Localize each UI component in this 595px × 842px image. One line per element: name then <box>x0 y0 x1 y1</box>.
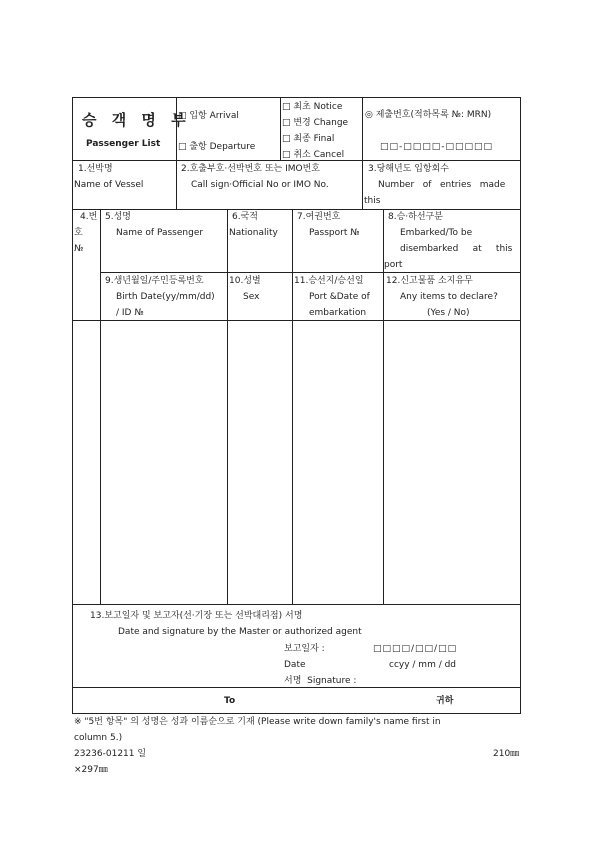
col-passport-ko: 7.여권번호 <box>297 212 341 222</box>
checkbox-change[interactable]: □ 변경 Change <box>282 118 349 128</box>
col-birth-en2: / ID № <box>116 308 144 318</box>
divider-v-status <box>362 97 363 209</box>
divider-body <box>72 604 521 605</box>
col-declare-ko: 12.신고물품 소지유무 <box>386 276 473 286</box>
col-sex-ko: 10.성별 <box>229 276 261 286</box>
form-title: 승 객 명 부 <box>82 111 191 129</box>
col-port-en2: embarkation <box>309 308 367 318</box>
to-label: To <box>224 696 236 706</box>
entries-label-en2: this <box>364 196 381 206</box>
col-declare-en2: (Yes / No) <box>427 308 470 318</box>
mrn-label: ◎ 제출번호(적하목록 №: MRN) <box>365 110 492 120</box>
checkbox-departure[interactable]: □ 출항 Departure <box>178 142 256 152</box>
note-line-1: ※ "5번 항목" 의 성명은 성과 이름순으로 기재 (Please write down family's name first in <box>74 717 441 727</box>
divider-row1 <box>72 209 521 210</box>
col-passport-en: Passport № <box>309 228 360 238</box>
vessel-label-ko: 1.선박명 <box>78 164 113 174</box>
col-declare-en1: Any items to declare? <box>400 292 498 302</box>
report-date-en: Date <box>284 660 306 670</box>
checkbox-cancel[interactable]: □ 취소 Cancel <box>282 150 345 160</box>
col-nationality-en: Nationality <box>229 228 278 238</box>
paper-size-height: ×297㎜ <box>74 765 108 775</box>
col-name-en: Name of Passenger <box>116 228 204 238</box>
checkbox-arrival[interactable]: □ 입항 Arrival <box>178 111 239 121</box>
gwiha-label: 귀하 <box>436 696 454 706</box>
col-birth-ko: 9.생년월일/주민등록번호 <box>105 276 204 286</box>
paper-size-width: 210㎜ <box>493 749 520 759</box>
callsign-label-ko: 2.호출부호·선박번호 또는 IMO번호 <box>181 164 321 174</box>
report-label-ko: 13.보고일자 및 보고자(선·기장 또는 선박대리점) 서명 <box>90 611 303 621</box>
col-embark-en1: Embarked/To be <box>400 228 473 238</box>
col-name-ko: 5.성명 <box>105 212 131 222</box>
col-embark-ko: 8.승·하선구분 <box>388 212 443 222</box>
col-port-ko: 11.승선지/승선일 <box>294 276 364 286</box>
checkbox-notice[interactable]: □ 최초 Notice <box>282 102 343 112</box>
form-title-en: Passenger List <box>86 139 161 149</box>
col-no-3: № <box>74 244 84 254</box>
report-date-ko: 보고일자 : <box>284 644 325 654</box>
col-no-2: 호 <box>74 228 83 238</box>
divider-colheads <box>100 272 521 273</box>
entries-label-en: Number of entries made <box>378 180 506 190</box>
report-date-format: ccyy / mm / dd <box>389 660 457 670</box>
checkbox-final[interactable]: □ 최종 Final <box>282 134 335 144</box>
divider-report <box>72 687 521 688</box>
report-label-en: Date and signature by the Master or authorized agent <box>118 627 362 637</box>
divider-v-arrival <box>280 97 281 160</box>
col-embark-en2: disembarked at this <box>400 244 513 254</box>
form-code: 23236-01211 일 <box>74 749 147 759</box>
signature-field[interactable]: 서명 Signature : <box>284 676 357 686</box>
callsign-label-en: Call sign·Official No or IMO No. <box>191 180 329 190</box>
col-birth-en1: Birth Date(yy/mm/dd) <box>116 292 215 302</box>
col-embark-en3: port <box>384 260 403 270</box>
entries-label-ko: 3.당해년도 입항회수 <box>368 164 450 174</box>
report-date-input[interactable]: □□□□/□□/□□ <box>373 644 458 654</box>
mrn-input[interactable]: □□-□□□□-□□□□□ <box>380 142 494 152</box>
col-no-1: 4.번 <box>80 212 98 222</box>
vessel-label-en: Name of Vessel <box>74 180 144 190</box>
col-nationality-ko: 6.국적 <box>232 212 258 222</box>
passenger-entries-area[interactable] <box>73 321 520 603</box>
note-line-2: column 5.) <box>74 733 123 743</box>
col-sex-en: Sex <box>243 292 260 302</box>
col-port-en1: Port &Date of <box>309 292 370 302</box>
